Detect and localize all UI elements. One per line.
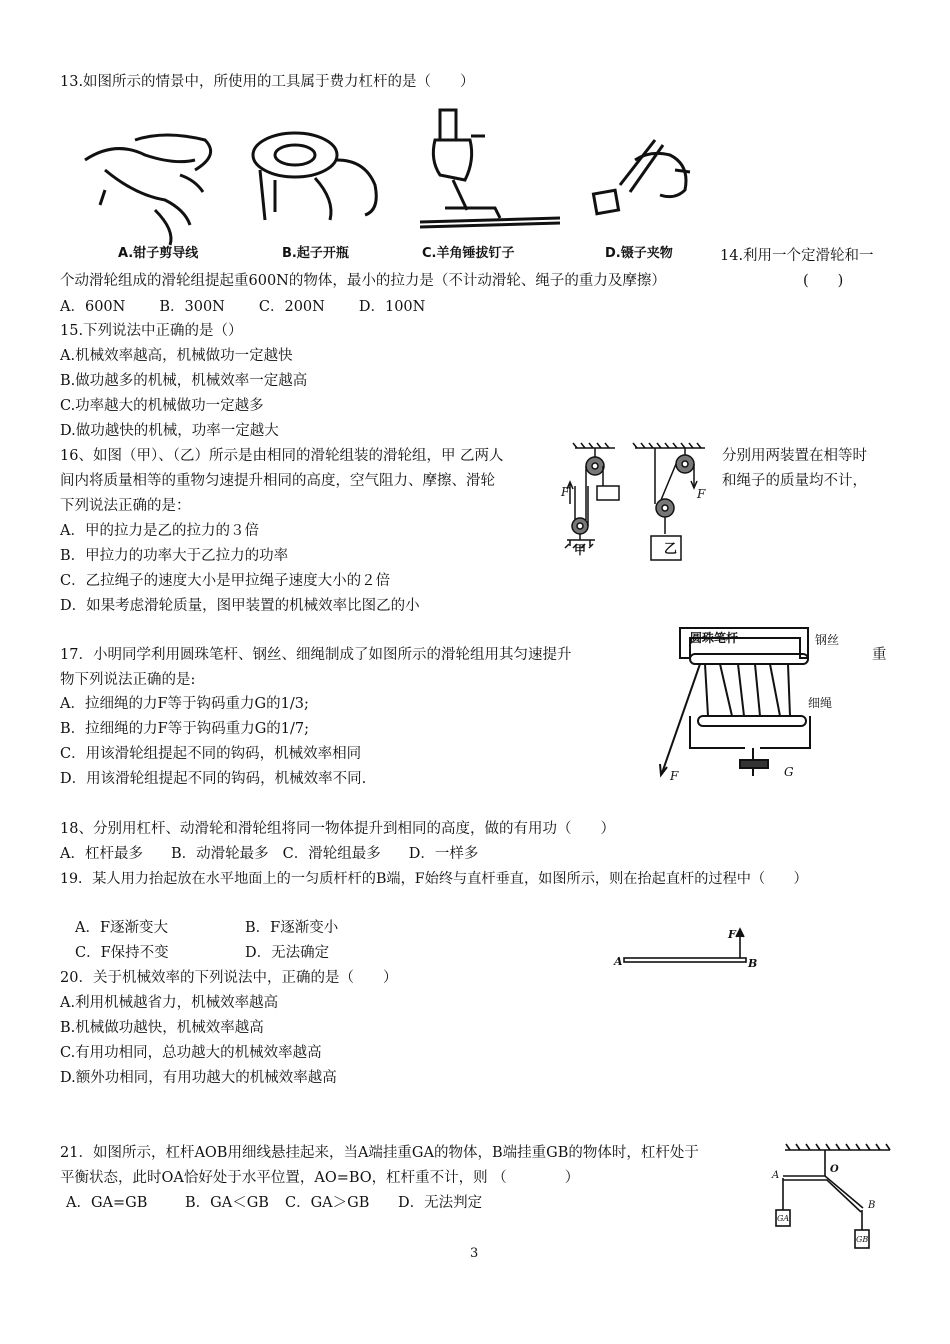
q16-option-d: D．如果考虑滑轮质量，图甲装置的机械效率比图乙的小 <box>60 598 420 614</box>
q14-option-a: A．600N <box>60 299 126 315</box>
q15-option-d: D.做功越快的机械，功率一定越大 <box>60 423 279 439</box>
q13-caption-a: A.钳子剪导线 <box>118 246 199 261</box>
q21-option-a: A．GA=GB <box>66 1195 148 1211</box>
q18-option-c: C．滑轮组最多 <box>282 846 381 862</box>
q21-label-b: B <box>868 1200 876 1211</box>
page-number: 3 <box>470 1246 479 1261</box>
q16-force-label-jia: F <box>561 485 570 499</box>
q17-label-steel: 钢丝 <box>815 633 840 647</box>
q17-stem-line2: 物下列说法正确的是: <box>60 672 196 688</box>
q17-stem-line1a: 17．小明同学利用圆珠笔杆、钢丝、细绳制成了如图所示的滑轮组用其匀速提升 <box>60 647 572 663</box>
tweezers-holding-object-picture <box>593 140 690 214</box>
q17-stem-line1b: 重 <box>872 647 887 663</box>
q17-pen-pulley-figure <box>650 618 890 788</box>
q16-stem-line2b: 和绳子的质量均不计， <box>722 473 867 489</box>
q21-stem-line2: 平衡状态，此时OA恰好处于水平位置，AO=BO，杠杆重不计，则 （ ） <box>60 1170 580 1186</box>
q21-label-a: A <box>772 1170 780 1181</box>
q19-option-b: B．F逐渐变小 <box>245 920 339 936</box>
q19-label-a: A <box>614 955 623 968</box>
q14-option-b: B．300N <box>159 299 225 315</box>
q18-option-d: D．一样多 <box>408 846 479 862</box>
opener-opening-bottle-picture <box>253 133 376 220</box>
q17-label-g: G <box>784 765 794 779</box>
q16-label-jia: 甲 <box>574 543 587 557</box>
q16-label-yi: 乙 <box>664 542 678 557</box>
q17-option-b: B．拉细绳的力F等于钩码重力G的1/7; <box>60 721 310 737</box>
pliers-cutting-wire-picture <box>85 135 211 245</box>
q21-option-d: D．无法判定 <box>398 1195 483 1211</box>
q19-rod-figure <box>610 925 770 975</box>
q18-options <box>60 844 478 864</box>
q13-caption-c: C.羊角锤拔钉子 <box>422 246 515 261</box>
q19-stem: 19．某人用力抬起放在水平地面上的一匀质杆杆的B端，F始终与直杆垂直，如图所示，则在抬起直杆的过程中（ ） <box>60 871 808 887</box>
q19-label-b: B <box>748 957 758 970</box>
q16-option-b: B．甲拉力的功率大于乙拉力的功率 <box>60 548 289 564</box>
q13-stem: 13.如图所示的情景中，所使用的工具属于费力杠杆的是（ ） <box>60 74 475 90</box>
q15-option-c: C.功率越大的机械做功一定越多 <box>60 398 264 414</box>
q21-stem-line1: 21．如图所示，杠杆AOB用细线悬挂起来，当A端挂重GA的物体，B端挂重GB的物体时，杠杆处于 <box>60 1145 699 1161</box>
q21-option-b: B．GA＜GB <box>185 1195 269 1211</box>
q21-label-o: O <box>830 1164 839 1175</box>
q18-option-a: A．杠杆最多 <box>60 846 143 862</box>
q14-options <box>60 297 425 317</box>
q17-label-string: 细绳 <box>808 696 833 710</box>
q14-stem-line2: 个动滑轮组成的滑轮组提起重600N的物体，最小的拉力是（不计动滑轮、绳子的重力及摩擦） <box>60 273 666 289</box>
q16-stem-line1b: 分别用两装置在相等时 <box>722 448 867 464</box>
q20-option-d: D.额外功相同，有用功越大的机械效率越高 <box>60 1070 337 1086</box>
q14-stem-line1: 14.利用一个定滑轮和一 <box>720 248 874 264</box>
q19-option-d: D．无法确定 <box>245 945 330 961</box>
q20-option-a: A.利用机械越省力，机械效率越高 <box>60 995 279 1011</box>
q15-stem: 15.下列说法中正确的是（） <box>60 323 243 339</box>
q14-option-c: C．200N <box>258 299 325 315</box>
q19-label-f: F <box>728 928 736 941</box>
claw-hammer-pulling-nail-picture <box>420 110 560 227</box>
q17-option-d: D．用该滑轮组提起不同的钩码，机械效率不同. <box>60 771 367 787</box>
q21-lever-figure <box>765 1138 895 1258</box>
q16-option-a: A．甲的拉力是乙的拉力的３倍 <box>60 523 259 539</box>
q16-stem-line1a: 16、如图（甲）、（乙）所示是由相同的滑轮组装的滑轮组，甲 乙两人 <box>60 448 504 464</box>
q15-option-a: A.机械效率越高，机械做功一定越快 <box>60 348 293 364</box>
q18-stem: 18、分别用杠杆、动滑轮和滑轮组将同一物体提升到相同的高度，做的有用功（ ） <box>60 821 615 837</box>
q21-option-c: C．GA＞GB <box>285 1195 370 1211</box>
q15-option-b: B.做功越多的机械，机械效率一定越高 <box>60 373 308 389</box>
q20-option-c: C.有用功相同，总功越大的机械效率越高 <box>60 1045 322 1061</box>
q20-stem: 20．关于机械效率的下列说法中，正确的是（ ） <box>60 970 398 986</box>
q17-option-a: A．拉细绳的力F等于钩码重力G的1/3; <box>60 696 309 712</box>
q13-caption-d: D.镊子夹物 <box>605 246 673 261</box>
q16-option-c: C．乙拉绳子的速度大小是甲拉绳子速度大小的２倍 <box>60 573 391 589</box>
q16-stem-line2a: 间内将质量相等的重物匀速提升相同的高度，空气阻力、摩擦、滑轮 <box>60 473 495 489</box>
q21-label-gb: GB <box>856 1235 869 1244</box>
q20-option-b: B.机械做功越快，机械效率越高 <box>60 1020 264 1036</box>
q16-force-label-yi: F <box>697 487 706 501</box>
q19-option-a: A．F逐渐变大 <box>75 920 169 936</box>
q14-option-d: D．100N <box>358 299 426 315</box>
q19-option-c: C．F保持不变 <box>75 945 169 961</box>
q16-pulley-figure <box>545 442 715 572</box>
q14-answer-paren: ( ) <box>803 273 844 289</box>
q13-caption-b: B.起子开瓶 <box>282 246 349 261</box>
q21-label-ga: GA <box>777 1214 790 1223</box>
q17-label-pen: 圆珠笔杆 <box>690 631 739 645</box>
q17-option-c: C．用该滑轮组提起不同的钩码，机械效率相同 <box>60 746 362 762</box>
q17-label-f: F <box>670 769 679 783</box>
q16-stem-line3: 下列说法正确的是： <box>60 498 191 514</box>
q18-option-b: B．动滑轮最多 <box>170 846 269 862</box>
